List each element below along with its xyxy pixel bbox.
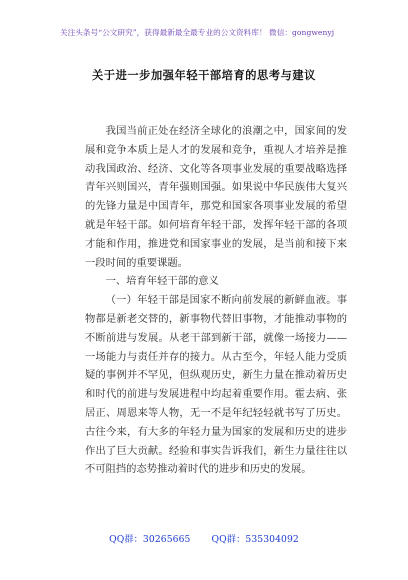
document-title: 关于进一步加强年轻干部培育的思考与建议 [92, 68, 316, 82]
qq-group-two: QQ群：535304092 [211, 534, 299, 545]
footer-contact [0, 534, 408, 546]
section-heading: 一、培育年轻干部的意义 [105, 275, 219, 288]
document-body [85, 122, 347, 479]
header-promo-text: 关注头条号“公文研究”，获得最新最全最专业的公文资料库！ 微信：gongwenyj [60, 28, 335, 37]
intro-paragraph: 我国当前正处在经济全球化的浪潮之中，国家间的发展和竞争本质上是人才的发展和竞争，重视人才培养是推动我国政治、经济、文化等各项事业发展的重要战略选择青年兴则国兴，青年强则国强。如果说中华民族伟大复兴的先锋力量是中国青年，那党和国家各项事业发展的希望就是年轻干部。如何培育年轻干部，发挥年轻干部的各项才能和作用，推进党和国家事业的发展，是当前和接下来一段时间的重要课题。 [85, 125, 347, 269]
section-paragraph: （一）年轻干部是国家不断向前发展的新鲜血液。事物都是新老交替的，新事物代替旧事物，才能推动事物的不断前进与发展。从老干部到新干部，就像一场接力——一场能力与责任并存的接力。从古至今，年轻人能力受质疑的事例并不罕见，但纵观历史，新生力量在推动着历史和时代的前进与发展进程中均起着重要作用。霍去病、张居正、周恩来等人物，无一不是年纪轻轻就书写了历史。古往今来，有大多的年轻力量为国家的发展和历史的进步作出了巨大贡献。经验和事实告诉我们，新生力量往往以不可阻挡的态势推动着时代的进步和历史的发展。 [85, 294, 347, 476]
qq-group-one: QQ群：30265665 [109, 534, 191, 545]
